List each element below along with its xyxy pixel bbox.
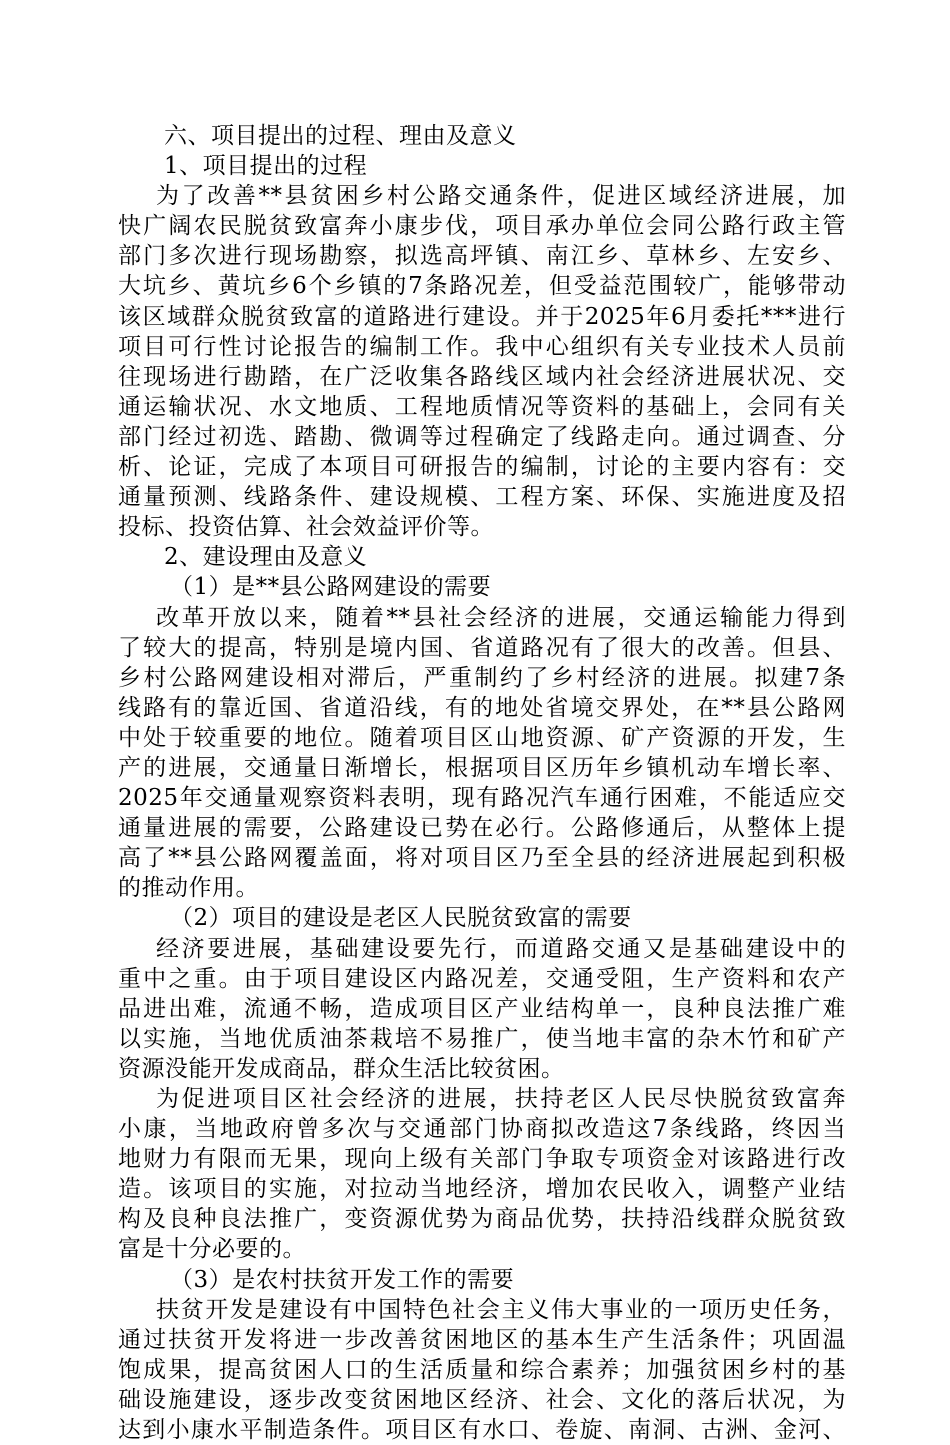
text-line: 扶贫开发是建设有中国特色社会主义伟大事业的一项历史任务， (156, 1296, 846, 1323)
text-line: （2）项目的建设是老区人民脱贫致富的需要 (170, 905, 632, 932)
text-line: 为促进项目区社会经济的进展，扶持老区人民尽快脱贫致富奔 (156, 1086, 846, 1112)
text-line: 了较大的提高，特别是境内国、省道路况有了很大的改善。但县、 (118, 634, 846, 661)
text-line: 项目可行性讨论报告的编制工作。我中心组织有关专业技术人员前 (118, 333, 846, 360)
text-line: 重中之重。由于项目建设区内路况差，交通受阻，生产资料和农产 (118, 965, 846, 992)
text-line: 富是十分必要的。 (118, 1236, 306, 1263)
text-line: 大坑乡、黄坑乡6个乡镇的7条路况差，但受益范围较广，能够带动 (118, 273, 846, 300)
text-line: 部门多次进行现场勘察，拟选高坪镇、南江乡、草林乡、左安乡、 (118, 243, 846, 270)
text-line: （3）是农村扶贫开发工作的需要 (170, 1266, 515, 1293)
text-line: 线路有的靠近国、省道沿线，有的地处省境交界处，在**县公路网 (118, 694, 846, 721)
text-line: 该区域群众脱贫致富的道路进行建设。并于2025年6月委托***进行 (118, 303, 846, 330)
text-line: 往现场进行勘踏，在广泛收集各路线区域内社会经济进展状况、交 (118, 363, 846, 390)
text-line: 部门经过初选、踏勘、微调等过程确定了线路走向。通过调查、分 (118, 423, 846, 450)
text-line: 中处于较重要的地位。随着项目区山地资源、矿产资源的开发，生 (118, 724, 846, 751)
text-line: 地财力有限而无果，现向上级有关部门争取专项资金对该路进行改 (118, 1146, 846, 1173)
text-line: 础设施建设，逐步改变贫困地区经济、社会、文化的落后状况，为 (118, 1386, 846, 1413)
text-line: 品进出难，流通不畅，造成项目区产业结构单一，良种良法推广难 (118, 995, 846, 1022)
text-line: 通运输状况、水文地质、工程地质情况等资料的基础上，会同有关 (118, 393, 846, 420)
text-line: 以实施，当地优质油茶栽培不易推广，使当地丰富的杂木竹和矿产 (118, 1025, 846, 1052)
text-line: 饱成果，提高贫困人口的生活质量和综合素养；加强贫困乡村的基 (118, 1356, 846, 1383)
text-line: 造。该项目的实施，对拉动当地经济，增加农民收入，调整产业结 (118, 1176, 846, 1203)
text-line: 达到小康水平制造条件。项目区有水口、卷旋、南洞、古洲、金河、 (118, 1417, 846, 1444)
text-line: 通量进展的需要，公路建设已势在必行。公路修通后，从整体上提 (118, 815, 846, 842)
text-line: 乡村公路网建设相对滞后，严重制约了乡村经济的进展。拟建7条 (118, 664, 846, 691)
text-line: 2025年交通量观察资料表明，现有路况汽车通行困难，不能适应交 (118, 785, 846, 812)
text-line: 快广阔农民脱贫致富奔小康步伐，项目承办单位会同公路行政主管 (118, 213, 846, 240)
text-line: （1）是**县公路网建设的需要 (170, 574, 492, 601)
text-line: 2、建设理由及意义 (164, 544, 368, 571)
text-line: 为了改善**县贫困乡村公路交通条件，促进区域经济进展，加 (156, 183, 846, 210)
text-line: 小康，当地政府曾多次与交通部门协商拟改造这7条线路，终因当 (118, 1116, 846, 1143)
text-line: 产的进展，交通量日渐增长，根据项目区历年乡镇机动车增长率、 (118, 754, 846, 781)
text-line: 通过扶贫开发将进一步改善贫困地区的基本生产生活条件；巩固温 (118, 1326, 846, 1353)
text-line: 高了**县公路网覆盖面，将对项目区乃至全县的经济进展起到积极 (118, 845, 846, 872)
text-line: 的推动作用。 (118, 875, 259, 902)
text-line: 通量预测、线路条件、建设规模、工程方案、环保、实施进度及招 (118, 484, 846, 511)
text-line: 经济要进展，基础建设要先行，而道路交通又是基础建设中的 (156, 935, 846, 962)
text-line: 析、论证，完成了本项目可研报告的编制，讨论的主要内容有：交 (118, 454, 846, 481)
text-line: 1、项目提出的过程 (164, 153, 368, 180)
document-page (118, 121, 846, 1445)
text-line: 改革开放以来，随着**县社会经济的进展，交通运输能力得到 (156, 604, 846, 631)
text-line: 投标、投资估算、社会效益评价等。 (118, 514, 494, 541)
text-line: 资源没能开发成商品，群众生活比较贫困。 (118, 1055, 565, 1082)
text-line: 六、项目提出的过程、理由及意义 (164, 123, 517, 149)
text-line: 构及良种良法推广，变资源优势为商品优势，扶持沿线群众脱贫致 (118, 1206, 846, 1233)
